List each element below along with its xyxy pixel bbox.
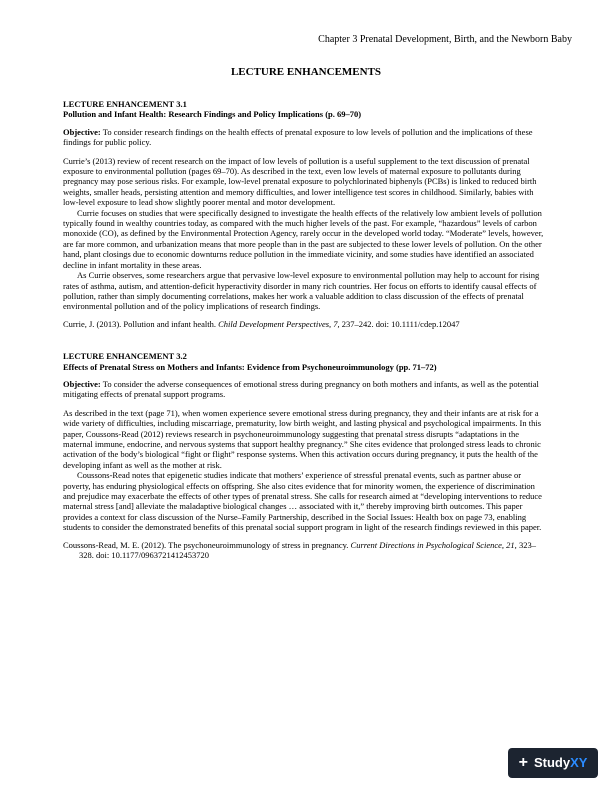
plus-icon: +: [518, 754, 528, 771]
objective-text: To consider research findings on the health effects of prenatal exposure to low levels of pollution and the implications of these findings for public policy.: [63, 126, 533, 148]
reference: [63, 540, 549, 561]
section-title: Effects of Prenatal Stress on Mothers and Infants: Evidence from Psychoneuroimmunology (pp. 71–72): [63, 361, 437, 372]
document-body: [63, 66, 549, 560]
reference-tail: 323–328. doi: 10.1177/0963721412453720: [79, 539, 536, 561]
objective-label: Objective:: [63, 126, 101, 137]
section-label: LECTURE ENHANCEMENT 3.2: [63, 351, 187, 362]
reference-main: Coussons-Read, M. E. (2012). The psychoneuroimmunology of stress in pregnancy.: [63, 539, 351, 550]
reference: [63, 319, 549, 329]
page-title: LECTURE ENHANCEMENTS: [230, 66, 382, 78]
section-label: LECTURE ENHANCEMENT 3.1: [63, 99, 187, 109]
studyxy-badge[interactable]: [508, 748, 598, 778]
objective: [63, 127, 549, 148]
section-spacer: [63, 329, 549, 351]
section-3-2: [63, 351, 549, 560]
body-paragraph: As described in the text (page 71), when women experience severe emotional stress during pregnancy, they and their infants are at risk for a wide variety of difficulties, including miscarriage, prematurity, low birth weight, and lasting physical and psychological impairments. In this paper, Coussons-Read (2012) reviews research in psychoneuroimmunology suggesting that prenatal stress disrupts “adaptations in the maternal immune, endocrine, and nervous systems that support healthy pregnancy.” She cites evidence that prolonged stress leads to chronic activation of the body’s biological “fight or flight” response systems. When this activation occurs during pregnancy, it puts the health of the developing infant as well as the mother at risk.: [63, 407, 542, 470]
brand-main: Study: [533, 755, 571, 770]
reference-journal: Current Directions in Psychological Science, 21,: [350, 539, 517, 550]
brand-accent: XY: [570, 755, 588, 770]
reference-journal: Child Development Perspectives, 7,: [218, 318, 340, 329]
page-header: Chapter 3 Prenatal Development, Birth, and the Newborn Baby: [318, 34, 572, 45]
reference-tail: 237–242. doi: 10.1111/cdep.12047: [339, 318, 460, 329]
body-paragraph: Currie focuses on studies that were specifically designed to investigate the health effects of the relatively low ambient levels of pollution typically found in wealthy countries today, as compared with the much higher levels of the past. For example, “hazardous” levels of carbon monoxide (CO), as defined by the Environmental Protection Agency, rarely occur in the developed world today. “Moderate” levels, however, are far more common, and urbanization means that more people than in the past are subjected to these lower levels of pollution. On the other hand, plant closings due to economic downturns reduce pollution in the immediate vicinity, and some studies have identified an associated decline in infant mortality in these areas.: [63, 207, 544, 270]
body-paragraph: As Currie observes, some researchers argue that pervasive low-level exposure to environmental pollution may help to account for rising rates of asthma, autism, and attention-deficit hyperactivity disorder in many rich countries. Her focus on efforts to identify causal effects of pollution, rather than simply documenting correlations, makes her work a valuable addition to class discussion of the effects of prenatal environmental pollution and of the policy implications of research findings.: [63, 270, 540, 312]
objective-text: To consider the adverse consequences of emotional stress during pregnancy on both mothers and infants, as well as the potential mitigating effects of prenatal support programs.: [63, 378, 539, 400]
brand-logo: [534, 755, 587, 771]
reference-main: Currie, J. (2013). Pollution and infant health.: [63, 318, 219, 329]
objective-label: Objective:: [63, 378, 101, 389]
body-paragraph: Coussons-Read notes that epigenetic studies indicate that mothers’ experience of stressful prenatal events, such as partner abuse or poverty, has enduring physiological effects on offspring. She also cites evidence that for minority women, the experience of discrimination and prejudice may exacerbate the effects of other types of prenatal stress. She calls for research aimed at “developing interventions to reduce maternal stress [and] alleviate the maladaptive biological changes … associated with it,” thereby improving birth outcomes. This paper provides a context for class discussion of the Nurse–Family Partnership, described in the Social Issues: Health box on page 73, enabling students to consider the demonstrated benefits of this prenatal social support program in light of the research findings reviewed in this paper.: [63, 470, 542, 533]
section-3-1: [63, 99, 549, 329]
body-paragraph: Currie’s (2013) review of recent research on the impact of low levels of pollution is a useful supplement to the text discussion of prenatal exposure to environmental pollution (pages 69–70). As described in the text, even low levels of maternal exposure to pollutants during pregnancy may pose serious risks. For example, low-level prenatal exposure to polychlorinated biphenyls (PCBs) is linked to reduced birth weights, smaller heads, persisting attention and memory difficulties, and lower intelligence test scores in childhood. Similarly, babies with low-level exposure to lead show slightly poorer mental and motor development.: [63, 155, 537, 208]
section-title: Pollution and Infant Health: Research Findings and Policy Implications (p. 69–70): [63, 109, 362, 120]
objective: [63, 379, 549, 400]
